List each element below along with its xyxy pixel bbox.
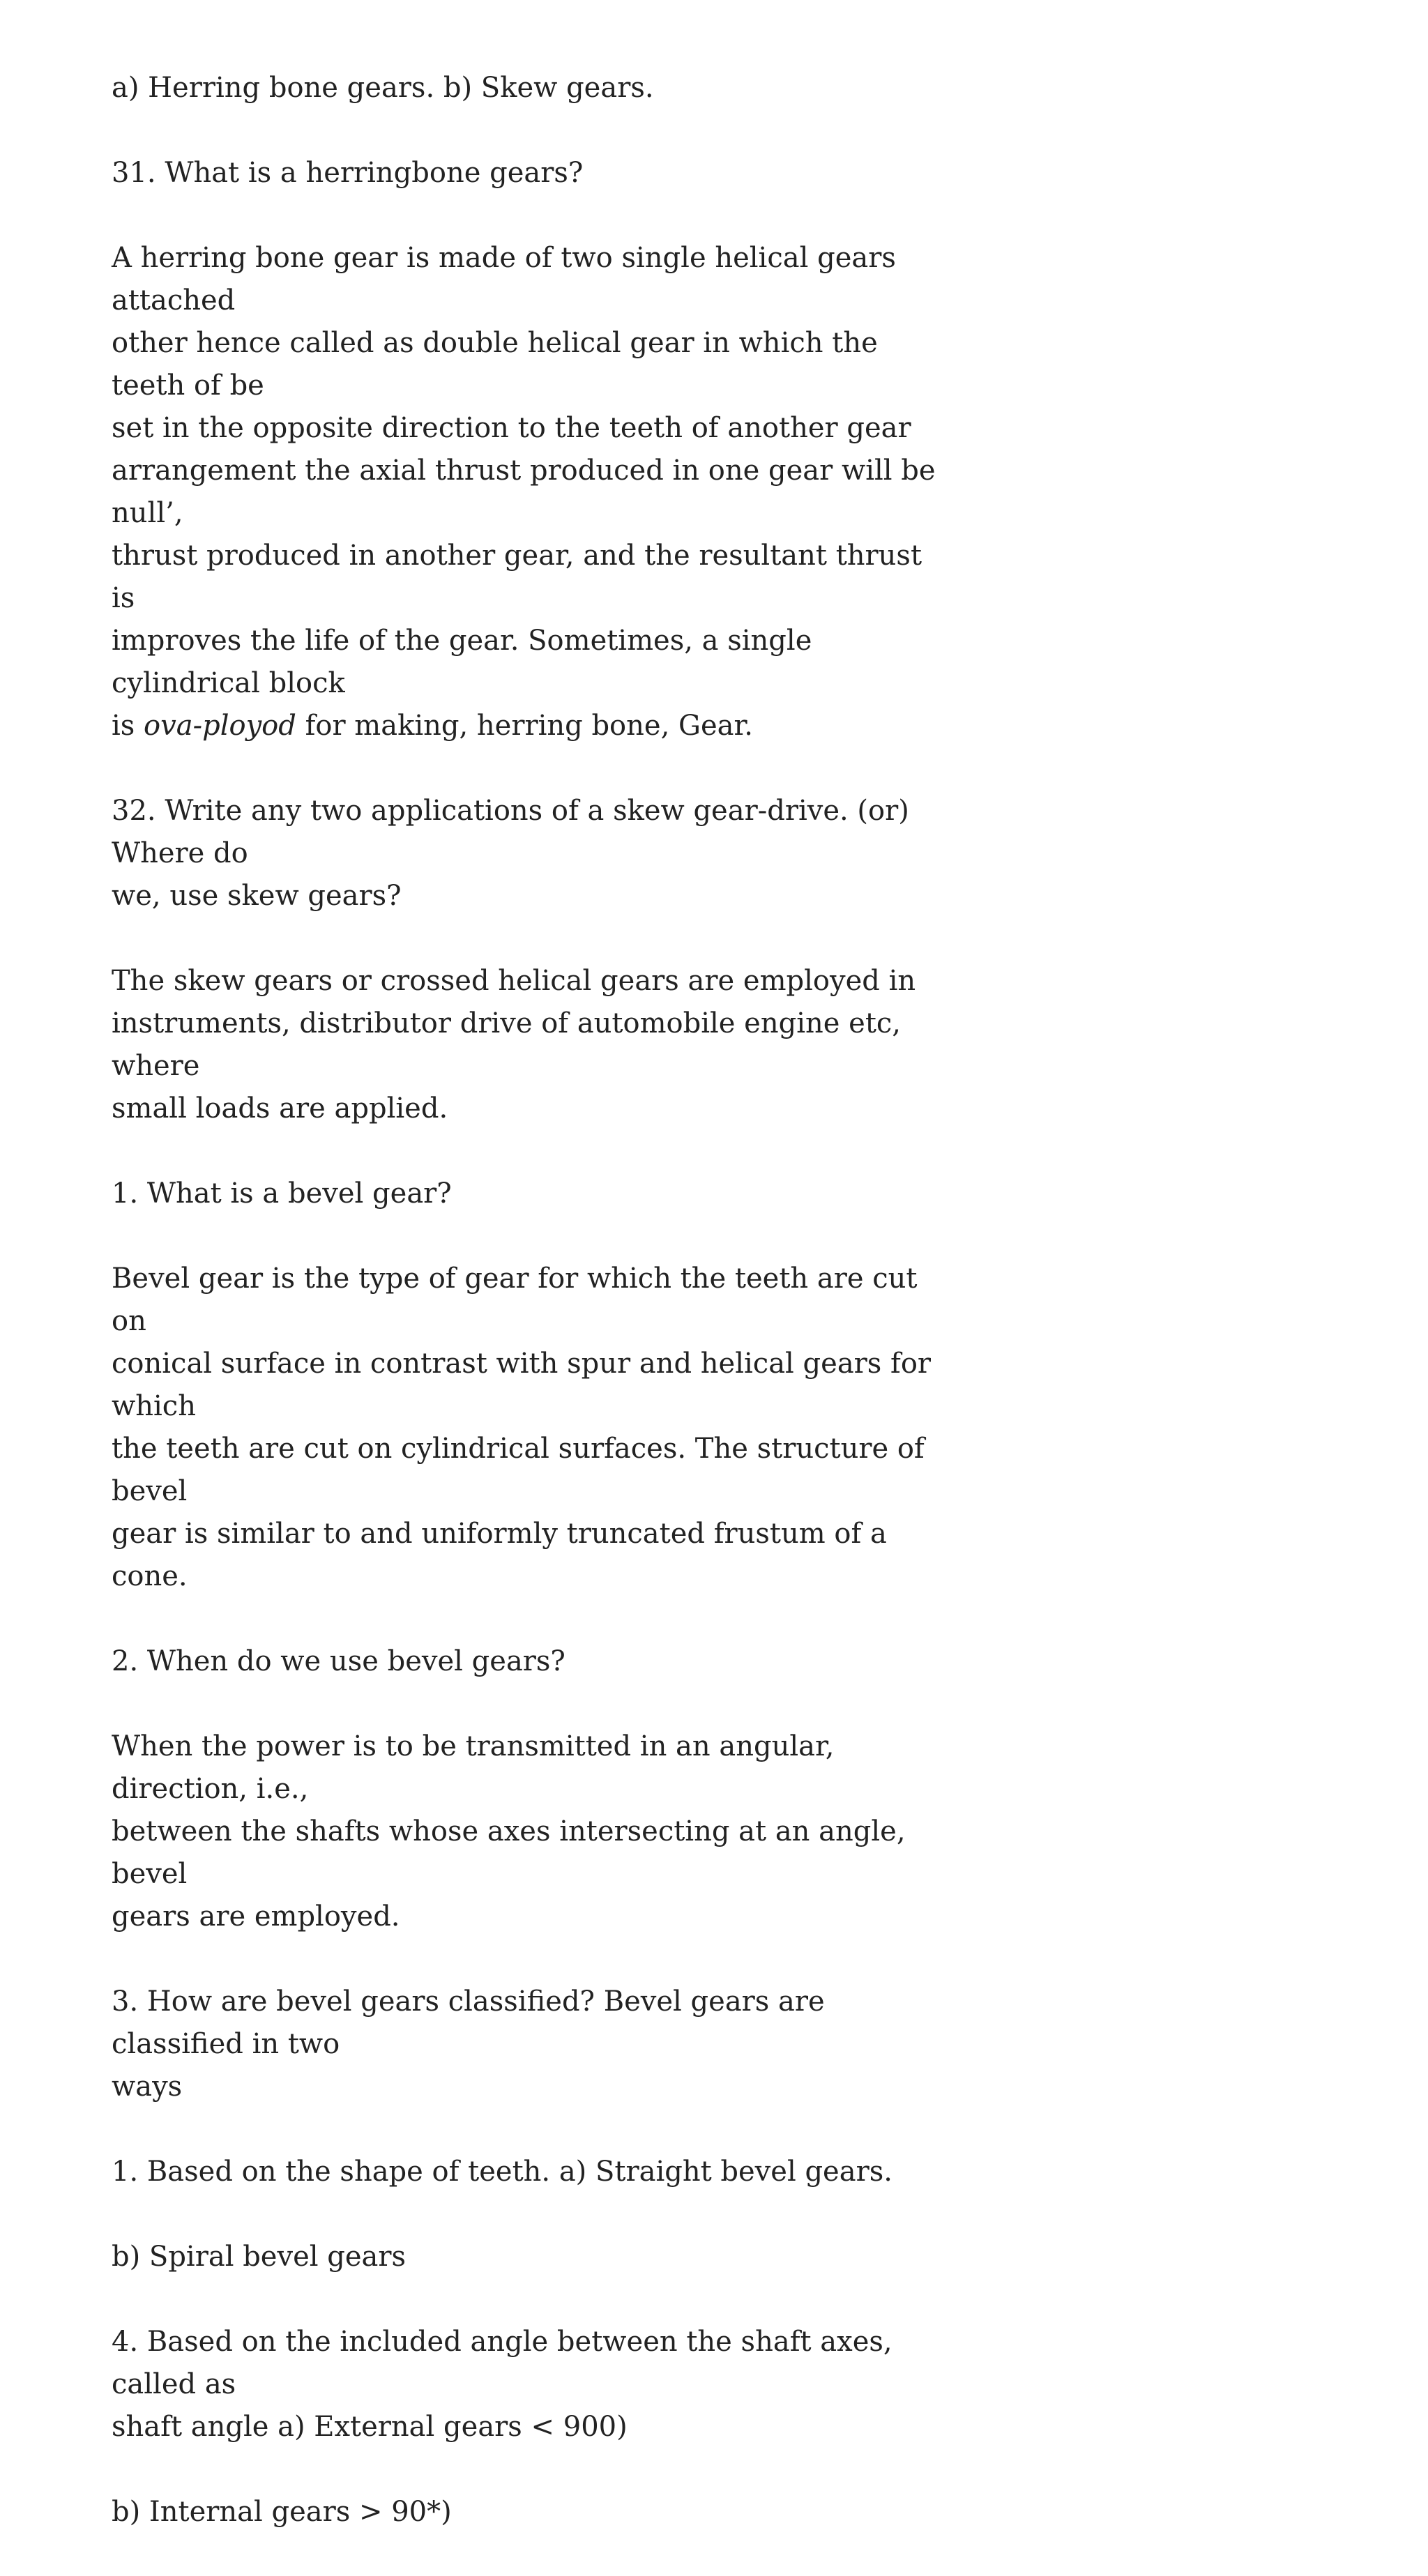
italic-term: ova-ployod <box>144 710 296 742</box>
text-line: 31. What is a herringbone gears? <box>112 157 584 189</box>
answer-32 <box>112 960 948 1130</box>
text-line: other hence called as double helical gear in which the teeth of be <box>112 327 878 402</box>
text-line: A herring bone gear is made of two single helical gears attached <box>112 242 896 317</box>
text-line: b) Spiral bevel gears <box>112 2241 407 2273</box>
text-line: gear is similar to and uniformly truncated frustum of a cone. <box>112 1518 887 1592</box>
text-line: Bevel gear is the type of gear for which the teeth are cut on <box>112 1263 918 1337</box>
text-line: 2. When do we use bevel gears? <box>112 1645 565 1677</box>
text-line: b) Internal gears > 90*) <box>112 2496 452 2528</box>
text-line: 1. What is a bevel gear? <box>112 1178 452 1210</box>
text-line: improves the life of the gear. Sometimes, a single cylindrical block <box>112 625 812 699</box>
text-line: we, use skew gears? <box>112 880 402 912</box>
text-line: 3. How are bevel gears classified? Bevel gears are classified in two <box>112 1986 825 2060</box>
text-line: between the shafts whose axes intersecting at an angle, bevel <box>112 1815 906 1890</box>
text-fragment: is <box>112 710 144 742</box>
answer-gear-types <box>112 67 948 109</box>
classification-shaft-angle <box>112 2321 948 2448</box>
text-line: conical surface in contrast with spur and helical gears for which <box>112 1348 932 1422</box>
text-line: ways <box>112 2071 183 2103</box>
question-32 <box>112 790 948 917</box>
classification-teeth-shape <box>112 2151 948 2193</box>
text-line: arrangement the axial thrust produced in one gear will be null’, <box>112 455 936 529</box>
classification-internal <box>112 2491 948 2533</box>
answer-bevel-2 <box>112 1725 948 1938</box>
text-line: When the power is to be transmitted in an angular, direction, i.e., <box>112 1730 835 1805</box>
text-line: gears are employed. <box>112 1900 400 1933</box>
text-line: instruments, distributor drive of automobile engine etc, where <box>112 1007 902 1082</box>
document-body <box>112 67 948 2576</box>
text-line: The skew gears or crossed helical gears are employed in <box>112 965 916 997</box>
text-line: the teeth are cut on cylindrical surfaces. The structure of bevel <box>112 1433 925 1507</box>
text-line <box>112 705 948 747</box>
text-line: 32. Write any two applications of a skew gear-drive. (or) Where do <box>112 795 909 869</box>
text-line: thrust produced in another gear, and the resultant thrust is <box>112 540 922 614</box>
answer-31 <box>112 237 948 747</box>
question-bevel-1 <box>112 1173 948 1215</box>
question-bevel-2 <box>112 1640 948 1683</box>
text-line: set in the opposite direction to the teeth of another gear <box>112 412 911 444</box>
text-line: small loads are applied. <box>112 1092 448 1125</box>
question-bevel-3 <box>112 1981 948 2108</box>
text-line: 4. Based on the included angle between the shaft axes, called as <box>112 2326 892 2400</box>
text-line: shaft angle a) External gears < 900) <box>112 2411 628 2443</box>
text-fragment: for making, herring bone, Gear. <box>296 710 753 742</box>
classification-spiral <box>112 2236 948 2278</box>
answer-bevel-1 <box>112 1258 948 1598</box>
text-line: a) Herring bone gears. b) Skew gears. <box>112 72 654 104</box>
text-line: 1. Based on the shape of teeth. a) Straight bevel gears. <box>112 2156 892 2188</box>
question-31 <box>112 152 948 195</box>
